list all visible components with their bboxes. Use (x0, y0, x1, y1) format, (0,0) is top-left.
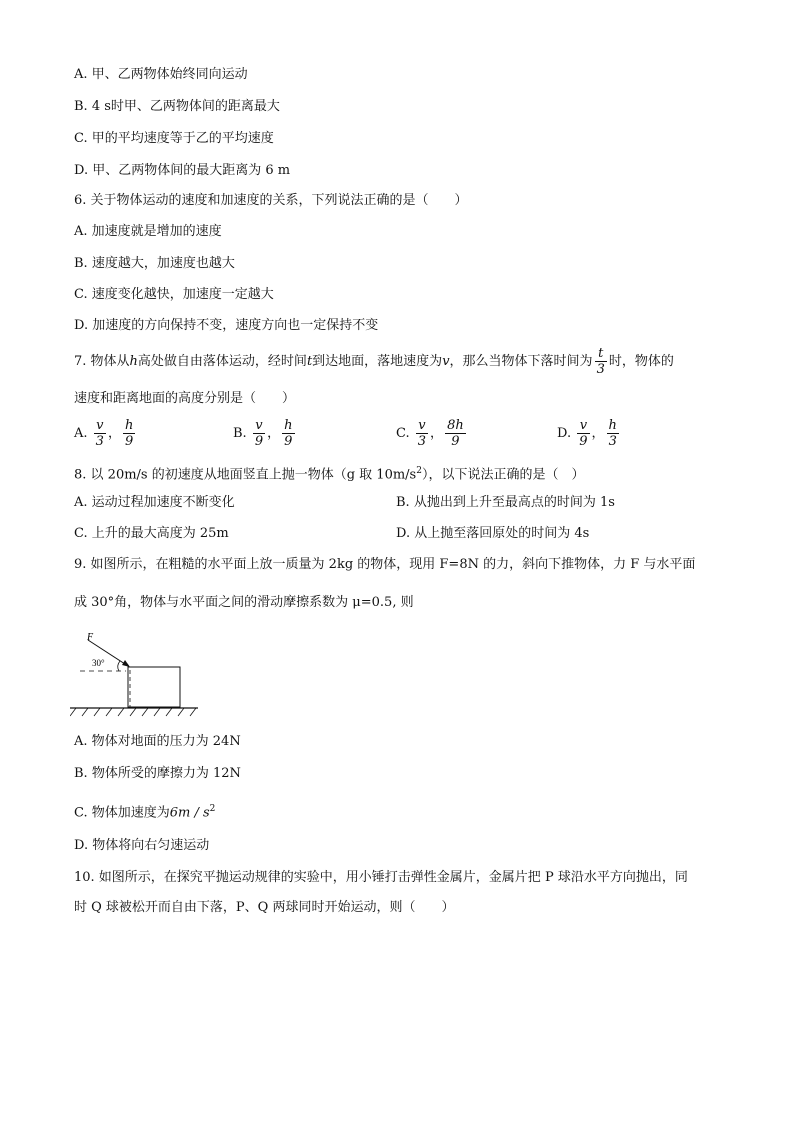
q7-var-h: h (129, 354, 138, 369)
comma: ， (267, 426, 281, 441)
q9-c-math: 6m / s (169, 805, 210, 821)
q10-stem-line2: 时 Q 球被松开而自由下落，P、Q 两球同时开始运动，则（ ） (74, 900, 455, 915)
frac-num: v (253, 418, 265, 434)
frac (123, 418, 135, 449)
frac-den: 3 (596, 362, 605, 377)
q7-text-3: 到达地面，落地速度为 (312, 354, 443, 369)
q9-c-text: C. 物体加速度为 (74, 805, 170, 821)
frac (94, 418, 106, 449)
q9-option-a: A. 物体对地面的压力为 24N (74, 734, 241, 749)
q8-sup: 2 (416, 466, 422, 476)
q7-option-d (557, 418, 621, 450)
q8-stem (74, 462, 584, 484)
q9-c-sup: 2 (209, 804, 216, 814)
q6-option-a: A. 加速度就是增加的速度 (74, 224, 222, 239)
q8-option-a: A. 运动过程加速度不断变化 (74, 495, 235, 510)
frac-den: 9 (125, 434, 134, 449)
frac-den: 9 (284, 434, 293, 449)
block (128, 667, 180, 707)
q7-stem-line2: 速度和距离地面的高度分别是（ ） (74, 391, 296, 406)
q9-figure (70, 628, 210, 720)
angle-label: 30° (92, 658, 105, 668)
q7-text-1: 7. 物体从 (74, 354, 130, 369)
angle-arc (118, 661, 120, 671)
q8-option-c: C. 上升的最大高度为 25m (74, 526, 229, 541)
frac-num: h (124, 418, 134, 433)
frac-den: 3 (417, 434, 427, 449)
frac (416, 418, 428, 449)
frac-num: v (577, 418, 589, 434)
force-label-f: F (87, 632, 94, 643)
frac-den: 9 (579, 434, 588, 449)
q9-stem-line1: 9. 如图所示，在粗糙的水平面上放一质量为 2kg 的物体，现用 F=8N 的力，斜向下推物体，力 F 与水平面 (74, 557, 696, 572)
q8-option-d: D. 从上抛至落回原处的时间为 4s (396, 526, 590, 541)
frac-num: 8h (447, 418, 464, 433)
ground-hatching (70, 708, 196, 716)
frac-den: 3 (608, 434, 617, 449)
frac-den: 3 (95, 434, 104, 449)
option-label: A. (74, 426, 88, 441)
q6-option-c: C. 速度变化越快，加速度一定越大 (74, 287, 274, 302)
frac-num: t (595, 346, 607, 362)
q6-option-d: D. 加速度的方向保持不变，速度方向也一定保持不变 (74, 318, 379, 333)
option-label: D. (557, 426, 572, 441)
q7-text-2: 高处做自由落体运动，经时间 (137, 354, 307, 369)
frac (282, 418, 294, 449)
q9-option-b: B. 物体所受的摩擦力为 12N (74, 766, 241, 781)
q9-option-c (74, 800, 215, 822)
q6-option-b: B. 速度越大，加速度也越大 (74, 256, 235, 271)
force-arrowhead-icon (122, 660, 130, 667)
frac (445, 418, 466, 449)
frac-num: v (94, 418, 106, 434)
frac-den: 9 (254, 434, 264, 449)
comma: ， (591, 426, 605, 441)
q10-stem-line1: 10. 如图所示，在探究平抛运动规律的实验中，用小锤打击弹性金属片，金属片把 P 球沿水平方向抛出，同 (74, 870, 688, 885)
q7-option-a (74, 418, 137, 450)
q5-option-d: D. 甲、乙两物体间的最大距离为 6 m (74, 163, 291, 178)
frac-num: h (608, 418, 617, 433)
frac-den: 9 (451, 434, 460, 449)
q7-text-5: 时，物体的 (608, 354, 674, 369)
q7-var-t: t (306, 354, 313, 369)
frac (577, 418, 589, 449)
option-label: B. (233, 426, 247, 441)
q7-stem (74, 346, 674, 377)
q8-option-b: B. 从抛出到上升至最高点的时间为 1s (396, 495, 615, 510)
frac-num: v (416, 418, 428, 434)
option-label: C. (396, 426, 410, 441)
q8-text-2: ），以下说法正确的是（ ） (421, 467, 585, 483)
q9-stem-line2: 成 30°角，物体与水平面之间的滑动摩擦系数为 μ=0.5, 则 (74, 595, 414, 610)
q7-var-v: v (442, 354, 450, 369)
q5-option-a: A. 甲、乙两物体始终同向运动 (74, 67, 248, 82)
q5-option-c: C. 甲的平均速度等于乙的平均速度 (74, 131, 274, 146)
q7-text-4: ，那么当物体下落时间为 (449, 354, 593, 369)
q7-frac-t-over-3 (595, 346, 607, 377)
comma: ， (430, 426, 444, 441)
q5-option-b: B. 4 s时甲、乙两物体间的距离最大 (74, 99, 280, 114)
frac (253, 418, 265, 449)
q7-option-c (396, 418, 468, 450)
frac-num: h (284, 418, 293, 433)
q9-option-d: D. 物体将向右匀速运动 (74, 838, 210, 853)
q7-option-b (233, 418, 297, 450)
q6-stem: 6. 关于物体运动的速度和加速度的关系，下列说法正确的是（ ） (74, 193, 468, 208)
comma: ， (107, 426, 121, 441)
q8-text-1: 8. 以 20m/s 的初速度从地面竖直上抛一物体（g 取 10m/s (74, 467, 417, 483)
frac (607, 418, 619, 449)
